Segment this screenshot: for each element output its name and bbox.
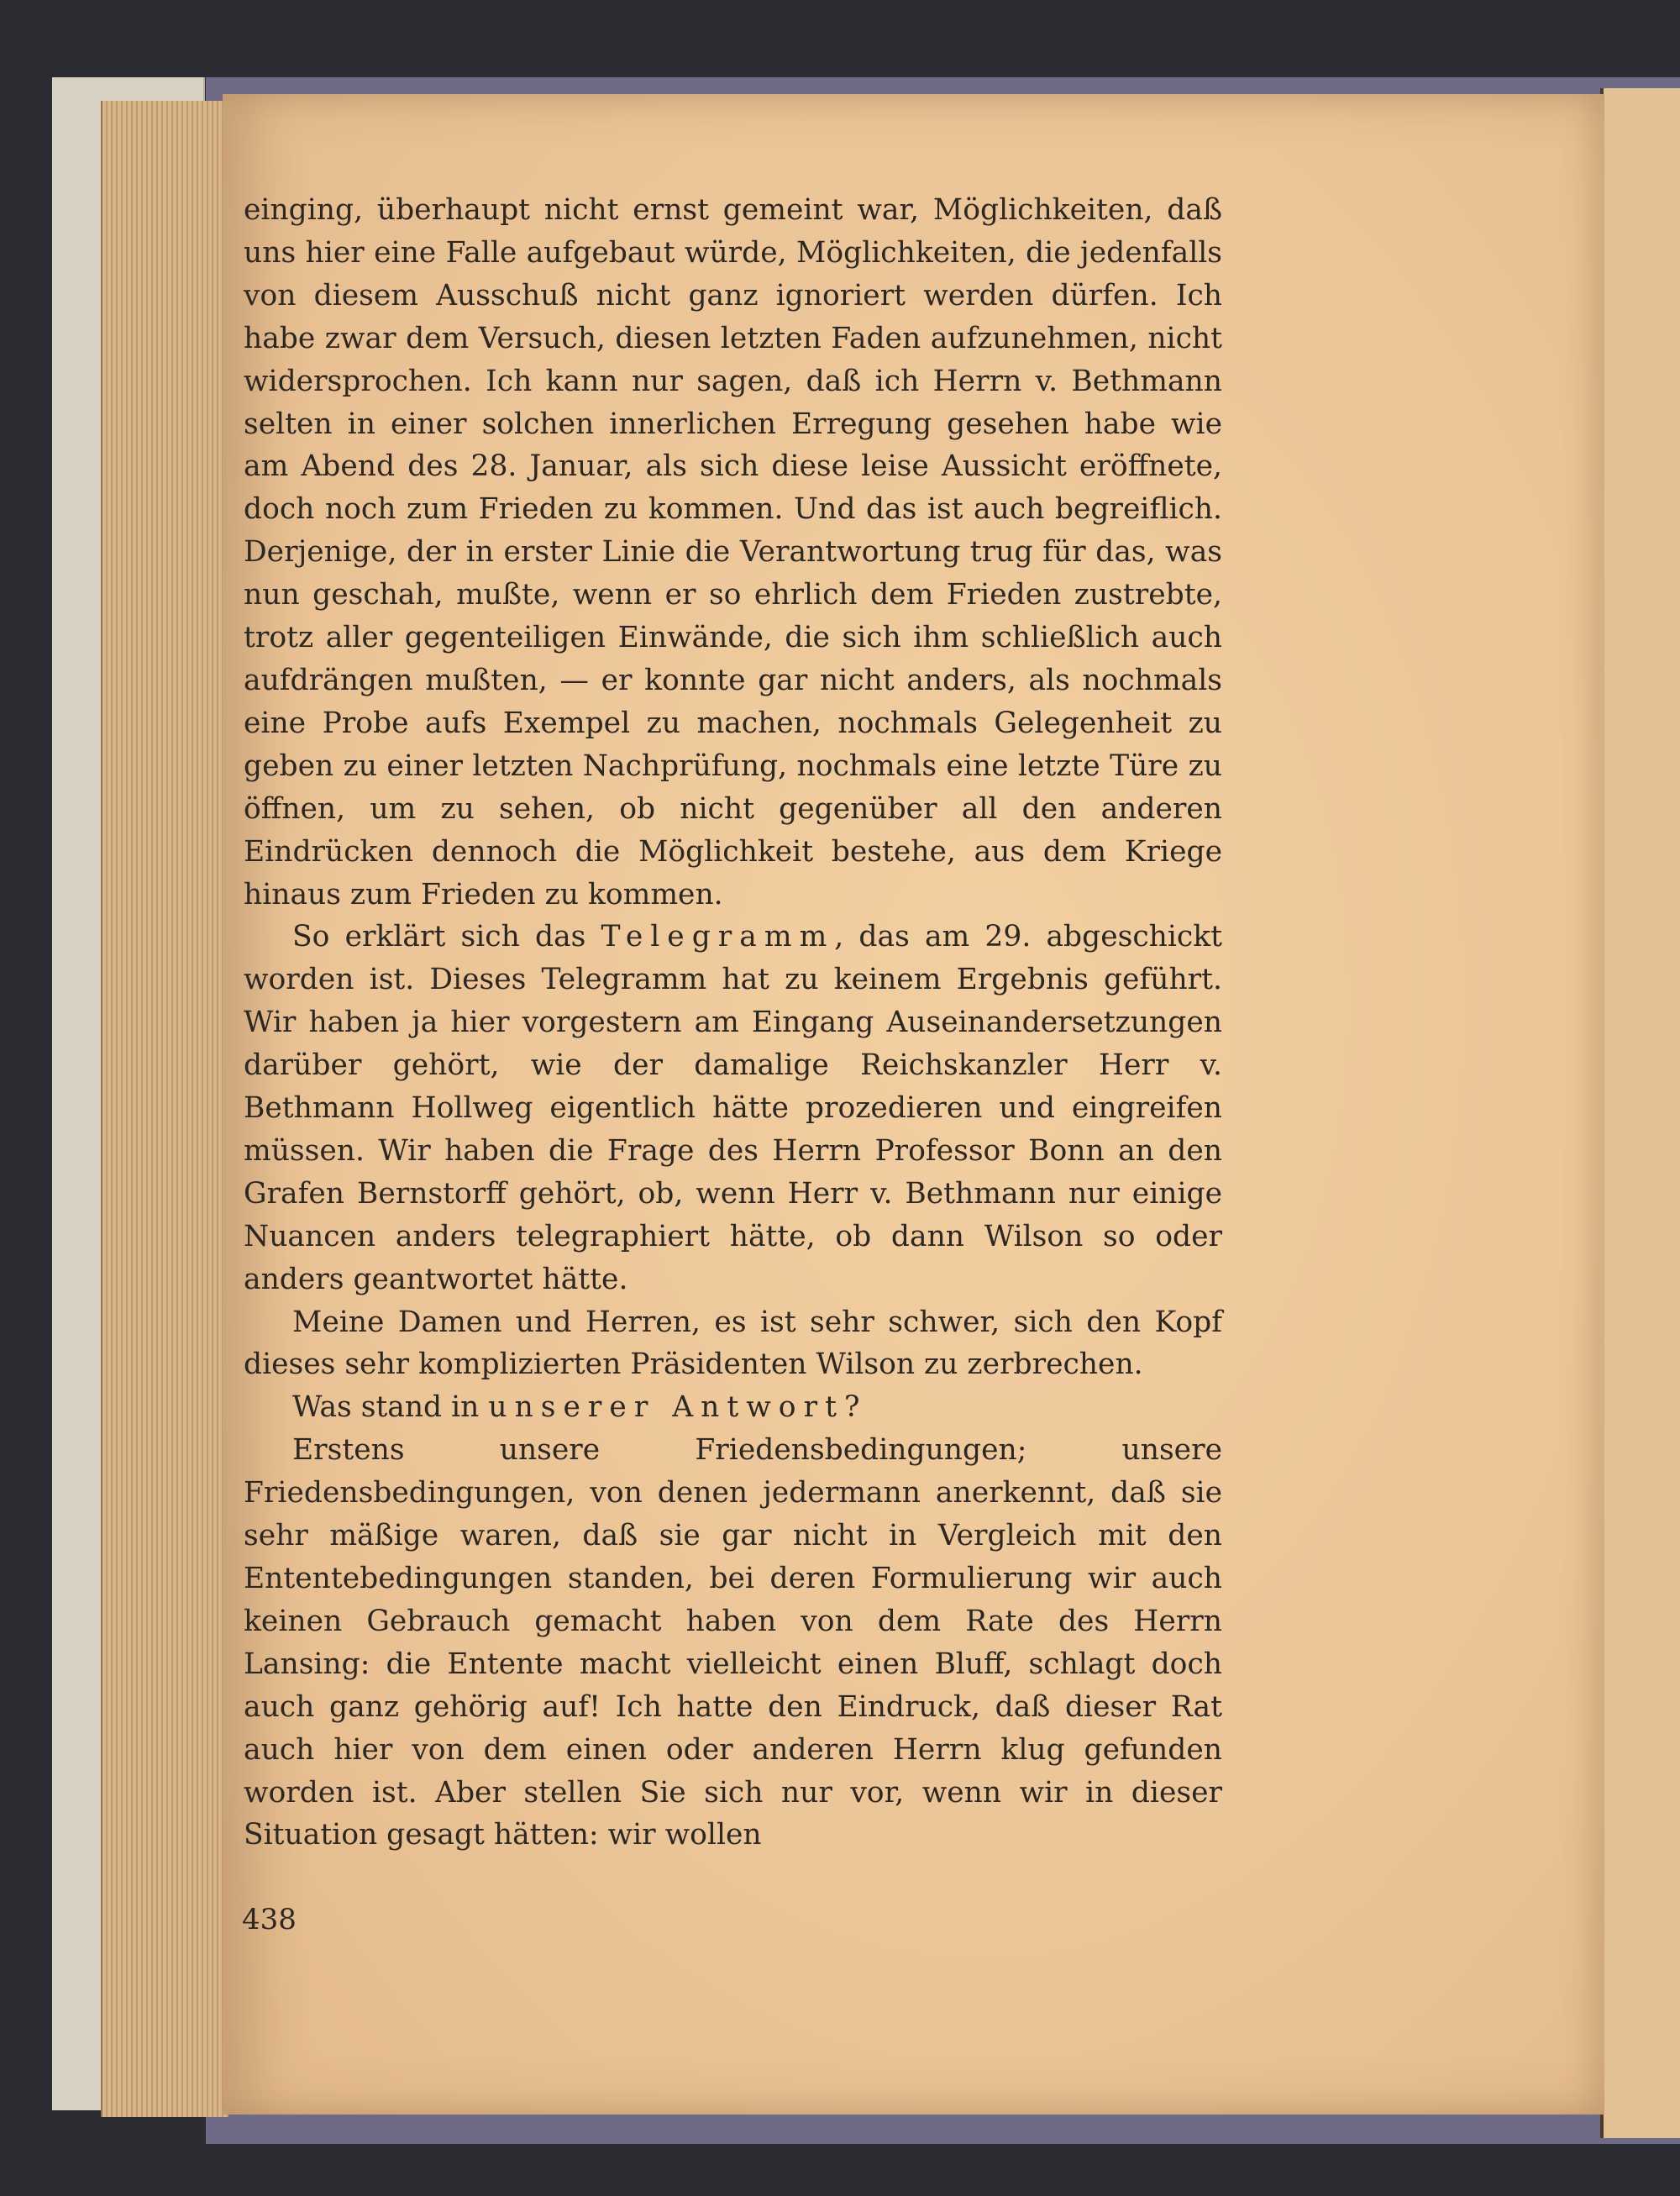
paragraph-text: Was stand in [292,1390,489,1425]
paragraph-text: Erstens unsere Friedensbedingungen; unsere Friedensbedingungen, von denen jedermann anerkennt, daß sie sehr mäßige waren, daß sie gar nicht in Vergleich mit den Ententebedingungen standen, bei deren Formulierung wir auch keinen Gebrauch gemacht haben von dem Rate des Herrn Lansing: die Entente macht vielleicht einen Bluff, schlagt doch auch ganz gehörig auf! Ich hatte den Eindruck, daß dieser Rat auch hier von dem einen oder anderen Herrn klug gefunden worden ist. Aber stellen Sie sich nur vor, wenn wir in dieser Situation gesagt hätten: wir wollen [244,1433,1222,1852]
page-edges [101,101,228,2117]
paragraph-text: Meine Damen und Herren, es ist sehr schwer, sich den Kopf dieses sehr komplizierten Präsidenten Wilson zu zerbrechen. [244,1305,1222,1382]
paragraph [244,1429,1222,1857]
emphasized-text: unserer Antwort [488,1390,844,1425]
paragraph-text: So erklärt sich das [292,920,601,954]
paragraph-text: einging, überhaupt nicht ernst gemeint war, Möglichkeiten, daß uns hier eine Falle aufgebaut würde, Möglichkeiten, die jedenfalls von diesem Ausschuß nicht ganz ignoriert werden dürfen. Ich habe zwar dem Versuch, diesen letzten Faden aufzunehmen, nicht widersprochen. Ich kann nur sagen, daß ich Herrn v. Bethmann selten in einer solchen innerlichen Erregung gesehen habe wie am Abend des 28. Januar, als sich diese leise Aussicht eröffnete, doch noch zum Frieden zu kommen. Und das ist auch begreiflich. Derjenige, der in erster Linie die Verantwortung trug für das, was nun geschah, mußte, wenn er so ehrlich dem Frieden zustrebte, trotz aller gegenteiligen Einwände, die sich ihm schließlich auch aufdrängen mußten, — er konnte gar nicht anders, als nochmals eine Probe aufs Exempel zu machen, nochmals Gelegenheit zu geben zu einer letzten Nachprüfung, nochmals eine letzte Türe zu öffnen, um zu sehen, ob nicht gegenüber all den anderen Eindrücken dennoch die Möglichkeit bestehe, aus dem Kriege hinaus zum Frieden zu kommen. [244,193,1222,911]
paragraph [244,1386,1222,1429]
facing-page-edge [1600,88,1680,2138]
paragraph [244,189,1222,916]
paragraph [244,1301,1222,1387]
paragraph [244,916,1222,1300]
emphasized-text: Telegramm [601,920,835,954]
paragraph-text: ? [843,1390,860,1425]
paragraph-text: , das am 29. abgeschickt worden ist. Dieses Telegramm hat zu keinem Ergebnis geführt. Wir haben ja hier vorgestern am Eingang Auseinandersetzungen darüber gehört, wie der damalige Reichskanzler Herr v. Bethmann Hollweg eigentlich hätte prozedieren und eingreifen müssen. Wir haben die Frage des Herrn Professor Bonn an den Grafen Bernstorff gehört, ob, wenn Herr v. Bethmann nur einige Nuancen anders telegraphiert hätte, ob dann Wilson so oder anders geantwortet hätte. [244,920,1222,1296]
page-text [244,189,1222,1857]
page-number: 438 [242,1903,297,1936]
